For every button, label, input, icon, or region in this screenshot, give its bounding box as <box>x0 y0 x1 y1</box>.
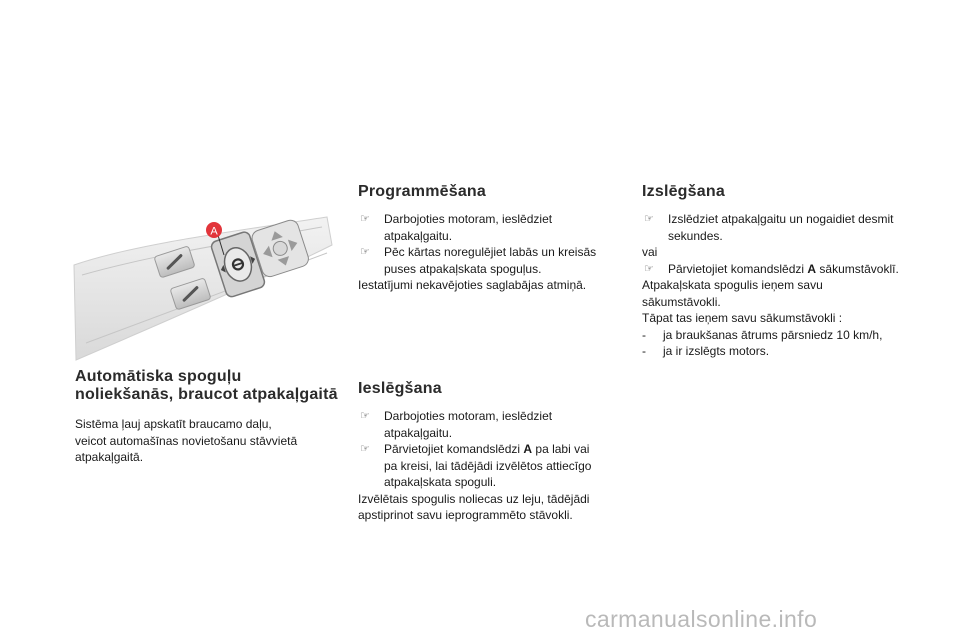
enabling-step-2: ☞ Pārvietojiet komandslēdzi A pa labi vai pa kreisi, lai tādējādi izvēlētos attiecīgo atpakaļskata spoguli. <box>360 442 592 489</box>
pointer-icon: ☞ <box>360 213 370 225</box>
disabling-note-2: Tāpat tas ieņem savu sākumstāvokli : <box>642 311 843 325</box>
watermark: carmanualsonline.info <box>585 606 818 632</box>
disabling-step-1: ☞ Izslēdziet atpakaļgaitu un nogaidiet desmit sekundes. <box>644 212 894 243</box>
disabling-note-1: Atpakaļskata spogulis ieņem savu sākumstāvokli. <box>642 278 823 309</box>
disabling-step-2: ☞ Pārvietojiet komandslēdzi A sākumstāvoklī. <box>644 261 899 276</box>
auto-tilt-body: Sistēma ļauj apskatīt braucamo daļu, veicot automašīnas novietošanu stāvvietā atpakaļgaitā. <box>75 417 298 464</box>
programming-step-2: ☞ Pēc kārtas noregulējiet labās un kreisās puses atpakaļskata spoguļus. <box>360 245 597 276</box>
enabling-section <box>358 380 620 524</box>
enabling-title: Ieslēgšana <box>358 380 442 397</box>
programming-title: Programmēšana <box>358 183 486 200</box>
pointer-icon: ☞ <box>360 410 370 422</box>
disabling-condition-1: - ja braukšanas ātrums pārsniedz 10 km/h, <box>642 327 883 342</box>
programming-section <box>358 183 620 294</box>
pointer-icon: ☞ <box>360 246 370 258</box>
pointer-icon: ☞ <box>644 213 654 225</box>
pointer-icon: ☞ <box>360 443 370 455</box>
programming-note: Iestatījumi nekavējoties saglabājas atmiņā. <box>358 278 587 292</box>
disabling-section <box>642 183 912 360</box>
disabling-or: vai <box>642 245 658 259</box>
pointer-icon: ☞ <box>644 262 654 275</box>
programming-step-1: ☞ Darbojoties motoram, ieslēdziet atpakaļgaitu. <box>360 212 553 243</box>
auto-tilt-section <box>75 368 345 466</box>
label-a-text: A <box>210 225 218 238</box>
auto-tilt-title: Automātiska spoguļu noliekšanās, braucot atpakaļgaitā <box>75 368 338 403</box>
enabling-step-1: ☞ Darbojoties motoram, ieslēdziet atpakaļgaitu. <box>360 409 553 440</box>
mirror-control-panel-illustration <box>72 215 334 363</box>
enabling-note: Izvēlētais spogulis noliecas uz leju, tādējādi apstiprinot savu ieprogrammēto stāvokli. <box>358 491 590 522</box>
disabling-condition-2: - ja ir izslēgts motors. <box>642 344 770 358</box>
disabling-title: Izslēgšana <box>642 183 725 200</box>
